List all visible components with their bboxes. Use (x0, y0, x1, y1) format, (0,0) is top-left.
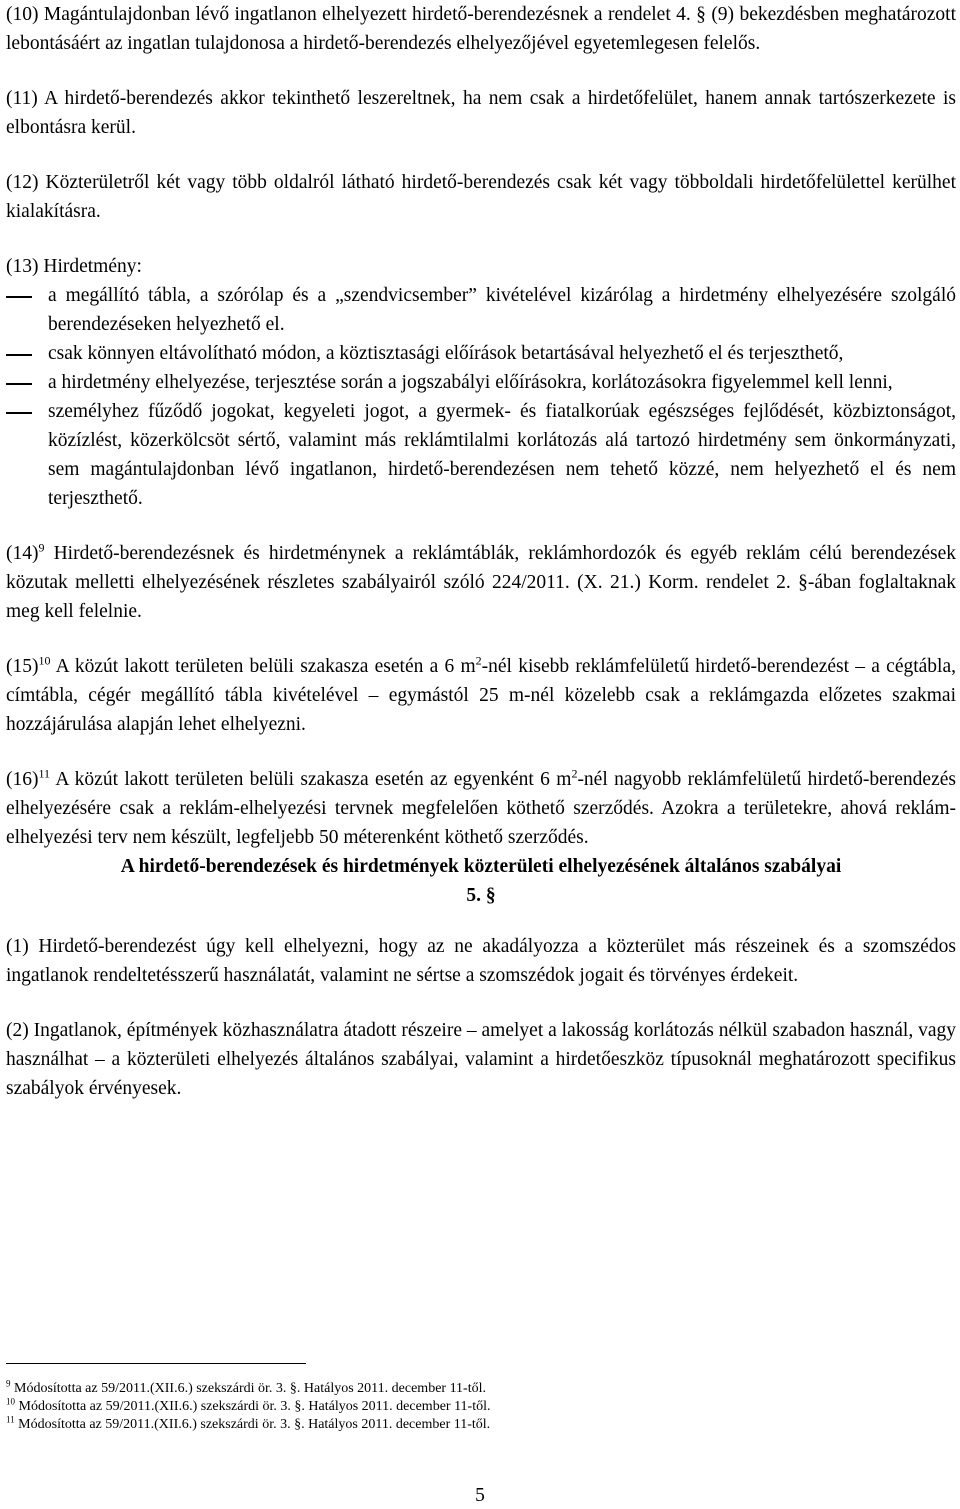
page-number: 5 (475, 1485, 485, 1506)
list-item-text: a megállító tábla, a szórólap és a „szendvicsember” kivételével kizárólag a hirdetmény elhelyezésére szolgáló berendezéseken helyezhető el. (48, 285, 956, 335)
paragraph-text: A közút lakott területen belüli szakasza esetén a 6 m (50, 656, 476, 677)
footnote-text: Módosította az 59/2011.(XII.6.) szekszárdi ör. 3. §. Hatályos 2011. december 11-től. (10, 1381, 486, 1396)
list-item (6, 368, 956, 397)
paragraph-text: A közút lakott területen belüli szakasza esetén az egyenként 6 m (50, 769, 572, 790)
paragraph-14 (6, 539, 956, 626)
footnote-item (6, 1380, 956, 1398)
footnote-text: Módosította az 59/2011.(XII.6.) szekszárdi ör. 3. §. Hatályos 2011. december 11-től. (14, 1417, 491, 1432)
list-item (6, 397, 956, 513)
footnote-ref[interactable]: 10 (38, 653, 51, 668)
footnote-divider (6, 1363, 306, 1364)
paragraph-text: -nél nagyobb reklámfelületű hirdető-berendezés elhelyezésére csak a reklám-elhelyezési tervnek megfelelően köthető szerződés. Azokra a területekre, ahová reklám-elhelyezési terv nem készült, legfeljebb 50 méterenként köthető szerződés. (6, 769, 956, 848)
exponent: 2 (571, 766, 578, 781)
footnote-number: 9 (6, 1378, 11, 1389)
paragraph-text: Hirdető-berendezésnek és hirdetménynek a reklámtáblák, reklámhordozók és egyéb reklám célú berendezések közutak melletti elhelyezésének részletes szabályairól szóló 224/2011. (X. 21.) Korm. rendelet 2. §-ában foglaltaknak meg kell felelnie. (6, 543, 956, 622)
paragraph-13-intro: (13) Hirdetmény: (6, 256, 142, 277)
exponent: 2 (475, 653, 482, 668)
hirdetmeny-rules-list (6, 281, 956, 513)
section-paragraph-1: (1) Hirdető-berendezést úgy kell elhelyezni, hogy az ne akadályozza a közterület más részeinek és a szomszédos ingatlanok rendeltetésszerű használatát, valamint ne sértse a szomszédok jogait és törvényes érdekeit. (6, 936, 956, 986)
footnote-number: 10 (6, 1396, 15, 1407)
list-item-text: csak könnyen eltávolítható módon, a köztisztasági előírások betartásával helyezhető el és terjeszthető, (48, 343, 844, 364)
dash-bullet-icon (6, 412, 32, 414)
section-title: A hirdető-berendezések és hirdetmények közterületi elhelyezésének általános szabályai (120, 856, 842, 877)
paragraph-text: -nél kisebb reklámfelületű hirdető-berendezést – a cégtábla, címtábla, cégér megállító tábla kivételével – egymástól 25 m-nél közelebb csak a reklámgazda előzetes szakmai hozzájárulása alapján lehet elhelyezni. (6, 656, 956, 735)
dash-bullet-icon (6, 296, 32, 298)
section-paragraph-2: (2) Ingatlanok, építmények közhasználatra átadott részeire – amelyet a lakosság korlátozás nélkül szabadon használ, vagy használhat – a közterületi elhelyezés általános szabályai, valamint a hirdetőeszköz típusoknál meghatározott specifikus szabályok érvényesek. (6, 1020, 956, 1099)
list-item-text: a hirdetmény elhelyezése, terjesztése során a jogszabályi előírásokra, korlátozásokra figyelemmel kell lenni, (48, 372, 893, 393)
footnote-ref[interactable]: 9 (38, 540, 45, 555)
footnote-number: 11 (6, 1414, 15, 1425)
paragraph-prefix: (15) (6, 656, 39, 677)
paragraph-prefix: (16) (6, 769, 39, 790)
footnotes (6, 1380, 956, 1434)
paragraph-15 (6, 652, 956, 739)
list-item-text: személyhez fűződő jogokat, kegyeleti jogot, a gyermek- és fiatalkorúak egészséges fejlődését, közbiztonságot, közízlést, közerkölcsöt sértő, valamint más reklámtilalmi korlátozás alá tartozó hirdetmény sem önkormányzati, sem magántulajdonban lévő ingatlanon, hirdető-berendezésen nem tehető közzé, nem helyezhető el és nem terjeszthető. (48, 401, 956, 509)
paragraph-16 (6, 765, 956, 852)
footnote-item (6, 1398, 956, 1416)
paragraph-prefix: (14) (6, 543, 39, 564)
footnote-item (6, 1416, 956, 1434)
list-item (6, 281, 956, 339)
paragraph-10: (10) Magántulajdonban lévő ingatlanon elhelyezett hirdető-berendezésnek a rendelet 4. § (9) bekezdésben meghatározott lebontásáért az ingatlan tulajdonosa a hirdető-berendezés elhelyezőjével egyetemlegesen felelős. (6, 4, 956, 54)
dash-bullet-icon (6, 383, 32, 385)
dash-bullet-icon (6, 354, 32, 356)
paragraph-12: (12) Közterületről két vagy több oldalról látható hirdető-berendezés csak két vagy többoldali hirdetőfelülettel kerülhet kialakításra. (6, 172, 956, 222)
section-number: 5. § (466, 885, 496, 906)
paragraph-11: (11) A hirdető-berendezés akkor tekinthető leszereltnek, ha nem csak a hirdetőfelület, hanem annak tartószerkezete is elbontásra kerül. (6, 88, 956, 138)
footnote-text: Módosította az 59/2011.(XII.6.) szekszárdi ör. 3. §. Hatályos 2011. december 11-től. (15, 1399, 491, 1414)
list-item (6, 339, 956, 368)
document-page (6, 0, 956, 1432)
footnote-ref[interactable]: 11 (38, 766, 51, 781)
